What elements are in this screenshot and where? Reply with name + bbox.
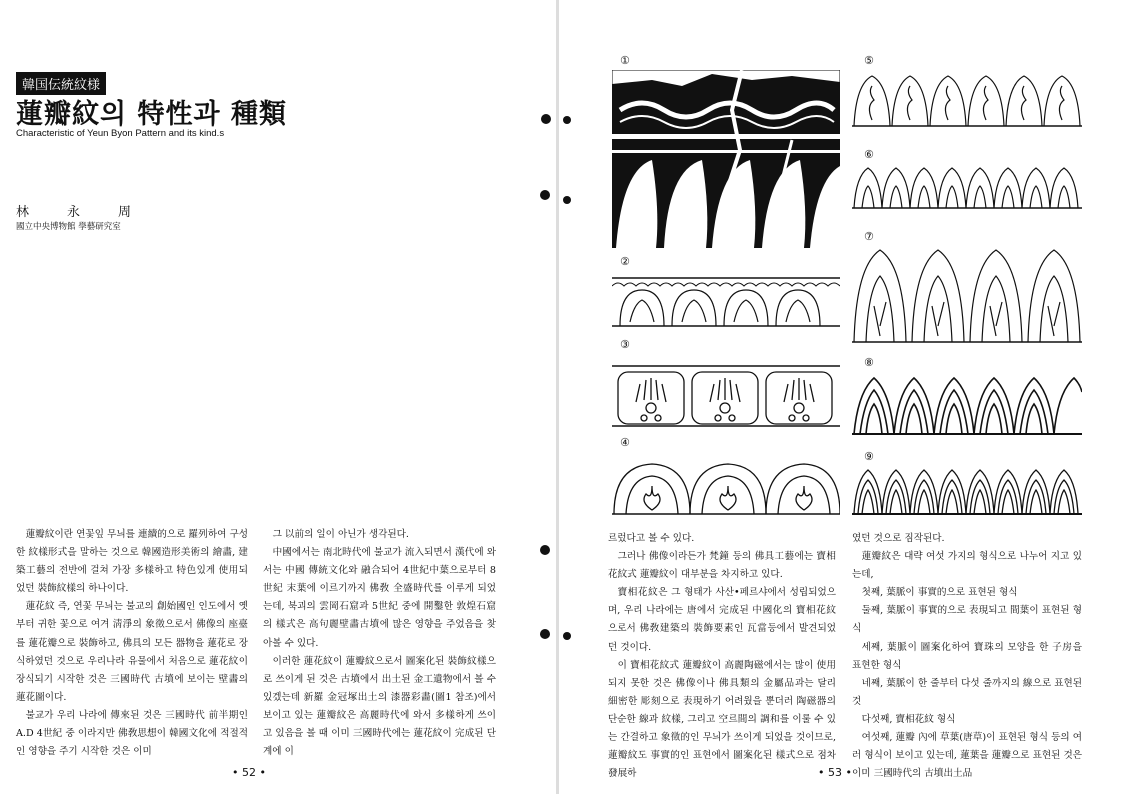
paragraph: 蓮瓣紋이란 연꽃잎 무늬를 連續的으로 羅列하여 구성한 紋樣形式을 말하는 것으로 韓國造形美術의 繪畵, 建築工藝의 전반에 걸쳐 가장 多樣하고 特色있게 使用되었던 裝飾紋樣의 하나이다. xyxy=(16,529,248,595)
list-item: 네째, 葉脈이 한 줄부터 다섯 줄까지의 線으로 표현된 것 xyxy=(852,677,1082,707)
figure-number: ⑤ xyxy=(864,54,874,67)
ink-blot xyxy=(540,190,550,200)
list-item: 여섯째, 蓮瓣 內에 草葉(唐草)이 표현된 형식 등의 여러 형식이 보이고 있는데, 蓮葉을 蓮瓣으로 표현된 것은 이미 三國時代의 古墳出土品 xyxy=(852,732,1082,780)
paragraph: 르렀다고 볼 수 있다. xyxy=(608,533,695,544)
figure-3-jewel-petal-band xyxy=(612,356,840,432)
right-column-1 xyxy=(608,530,836,783)
paragraph: 蓮瓣紋은 대략 여섯 가지의 형식으로 나누어 지고 있는데, xyxy=(852,551,1082,581)
figure-number: ⑥ xyxy=(864,148,874,161)
paragraph: 불교가 우리 나라에 傳來된 것은 三國時代 前半期인 A.D 4世紀 중 이라지만 佛敎思想이 韓國文化에 적절적인 영향을 주기 시작한 것은 이미 xyxy=(16,709,248,758)
article-subtitle: Characteristic of Yeun Byon Pattern and its kind.s xyxy=(16,128,225,139)
figure-number: ② xyxy=(620,255,630,268)
left-column-2 xyxy=(263,526,496,761)
paragraph: 이 寶相花紋式 蓮瓣紋이 高麗陶磁에서는 많이 使用되지 못한 것은 佛像이나 佛具類의 金屬品과는 달리 細密한 彫刻으로 表現하기 어려웠을 뿐더러 陶磁器의 단순한 線과 紋樣, 그리고 空르間의 調和를 이룰 수 있는 간결하고 象徵的인 무늬가 쓰이게 되었을 것이므로, 蓮瓣紋도 事實的인 표현에서 圖案化된 樣式으로 점차 發展하 xyxy=(608,659,836,780)
page-gutter xyxy=(556,0,559,794)
figure-number: ⑦ xyxy=(864,230,874,243)
figure-9-multiline-petal-band xyxy=(852,466,1082,516)
figure-number: ③ xyxy=(620,338,630,351)
page-number-left: • 52 • xyxy=(232,766,266,779)
figure-5-petal-band xyxy=(852,70,1082,128)
figure-number: ① xyxy=(620,54,630,67)
series-badge: 韓国伝統紋様 xyxy=(16,72,106,95)
ink-blot xyxy=(541,114,551,124)
figure-number: ④ xyxy=(620,436,630,449)
list-item: 세째, 葉脈이 圖案化하여 寶珠의 모양을 한 子房을 표현한 형식 xyxy=(852,641,1082,671)
ink-blot xyxy=(540,629,550,639)
figure-6-petal-band xyxy=(852,164,1082,210)
figure-8-line-petal-band xyxy=(852,372,1082,436)
figure-number: ⑨ xyxy=(864,450,874,463)
list-item: 첫째, 葉脈이 事實的으로 표현된 형식 xyxy=(861,587,1018,599)
author-name: 林永周 xyxy=(16,205,170,220)
paragraph: 寶相花紋은 그 형태가 사산•페르샤에서 성립되었으며, 우리 나라에는 唐에서 完成된 中國化의 寶相花紋으로서 佛敎建築의 裝飾要素인 瓦當등에서 발견되었던 것이다. xyxy=(608,587,836,653)
figure-1-lacquer-painting xyxy=(612,70,840,248)
list-item: 둘째, 葉脈이 事實的으로 表現되고 間葉이 표현된 형식 xyxy=(852,605,1082,635)
paragraph: 蓮花紋 즉, 연꽃 무늬는 불교의 創始國인 인도에서 옛부터 귀한 꽃으로 여겨 淸淨의 象徵으로서 佛像의 座臺를 蓮花瓣으로 裝飾하고, 佛具의 모든 器物을 蓮花로 장식하였던 것으로 우리나라 유물에서 처음으로 蓮花紋이 장식되기 시작한 것은 三國時代 古墳에 보이는 壁畵의 蓮花圖이다. xyxy=(16,601,248,703)
article-title: 蓮瓣紋의 特性과 種類 xyxy=(16,99,287,130)
page-number-right: • 53 • xyxy=(818,766,852,779)
right-column-2 xyxy=(852,530,1082,783)
paragraph: 그 以前의 일이 아닌가 생각된다. xyxy=(272,529,409,540)
paragraph: 이러한 蓮花紋이 蓮瓣紋으로서 圖案化된 裝飾紋樣으로 쓰이게 된 것은 古墳에서 出土된 金工遺物에서 볼 수 있겠는데 新羅 金冠塚出土의 漆器彩畵(圖1 참조)에서 보이고 있는 蓮瓣紋은 高麗時代에 와서 多樣하게 쓰이고 있음을 볼 때 이미 三國時代에는 蓮花紋이 完成된 단계에 이 xyxy=(263,655,496,758)
ink-blot xyxy=(540,545,550,555)
left-page xyxy=(0,0,556,794)
list-item: 다섯째, 寶相花紋 형식 xyxy=(861,713,956,725)
left-column-1 xyxy=(16,526,248,761)
paragraph: 中國에서는 南北時代에 불교가 流入되면서 漢代에 와서는 中國 傳統文化와 融合되어 4世紀中葉으로부터 8世紀 末葉에 이르기까지 佛敎 全盛時代를 이루게 되었는데, 북괴의 雲岡石窟과 5世紀 중에 開鑿한 敦煌石窟의 樣式은 高句麗壁畵古墳에 많은 영향을 주었음을 찾아볼 수 있다. xyxy=(263,547,496,649)
figure-number: ⑧ xyxy=(864,356,874,369)
author-affiliation: 國立中央博物館 學藝研究室 xyxy=(16,222,121,232)
paragraph: 였던 것으로 짐작된다. xyxy=(852,533,945,544)
figure-2-petal-band xyxy=(612,272,840,330)
figure-7-petal-band xyxy=(852,246,1082,344)
paragraph: 그러나 佛像이라든가 梵鐘 등의 佛具工藝에는 寶相花紋式 蓮瓣紋이 대부분을 차지하고 있다. xyxy=(608,551,836,581)
figure-4-bosanghwa-band xyxy=(612,456,840,516)
